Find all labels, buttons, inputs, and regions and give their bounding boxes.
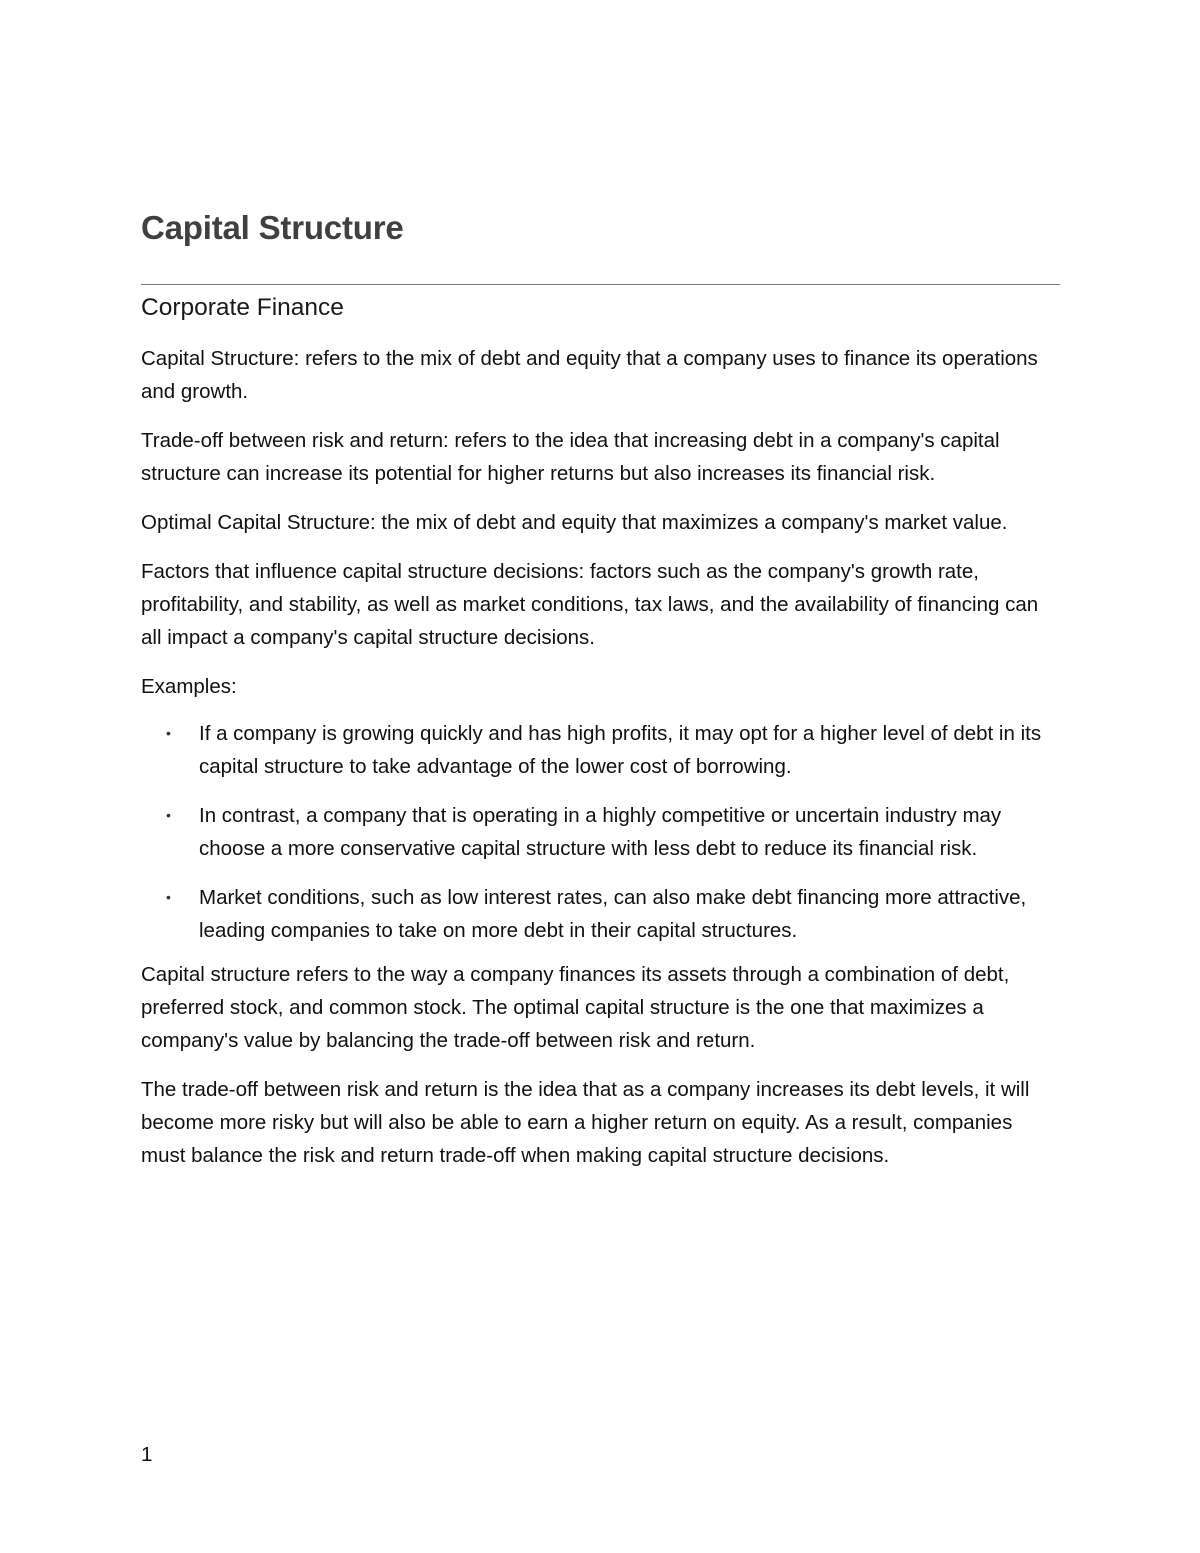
document-subtitle: Corporate Finance: [141, 294, 344, 321]
paragraph-capital-structure-definition: Capital Structure: refers to the mix of debt and equity that a company uses to finance its operations and growth.: [141, 347, 1038, 403]
document-title: Capital Structure: [141, 209, 404, 246]
paragraph-capital-structure-summary: Capital structure refers to the way a company finances its assets through a combination of debt, preferred stock, and common stock. The optimal capital structure is the one that maximizes a company's value by balancing the trade-off between risk and return.: [141, 963, 1010, 1052]
paragraph-trade-off-definition: Trade-off between risk and return: refers to the idea that increasing debt in a company's capital structure can increase its potential for higher returns but also increases its financial risk.: [141, 429, 1000, 485]
bullet-icon: •: [166, 807, 171, 823]
list-item: [141, 717, 1061, 783]
list-item-text: Market conditions, such as low interest rates, can also make debt financing more attractive, leading companies to take on more debt in their capital structures.: [199, 886, 1027, 942]
bullet-icon: •: [166, 889, 171, 905]
document-body: [141, 342, 1061, 1188]
list-item-text: In contrast, a company that is operating in a highly competitive or uncertain industry may choose a more conservative capital structure with less debt to reduce its financial risk.: [199, 804, 1002, 860]
document-page: [141, 0, 1061, 1553]
list-item: [141, 881, 1061, 947]
list-item-text: If a company is growing quickly and has high profits, it may opt for a higher level of debt in its capital structure to take advantage of the lower cost of borrowing.: [199, 722, 1042, 778]
examples-label: Examples:: [141, 675, 237, 698]
title-divider: [141, 284, 1060, 285]
page-number: 1: [141, 1443, 153, 1466]
paragraph-trade-off-summary: The trade-off between risk and return is the idea that as a company increases its debt levels, it will become more risky but will also be able to earn a higher return on equity. As a result, companies must balance the risk and return trade-off when making capital structure decisions.: [141, 1078, 1030, 1167]
list-item: [141, 799, 1061, 865]
bullet-icon: •: [166, 725, 171, 741]
examples-list: [141, 717, 1061, 947]
paragraph-influencing-factors: Factors that influence capital structure decisions: factors such as the company's growth rate, profitability, and stability, as well as market conditions, tax laws, and the availability of financing can all impact a company's capital structure decisions.: [141, 560, 1039, 649]
paragraph-optimal-capital-structure: Optimal Capital Structure: the mix of debt and equity that maximizes a company's market value.: [141, 511, 1008, 534]
